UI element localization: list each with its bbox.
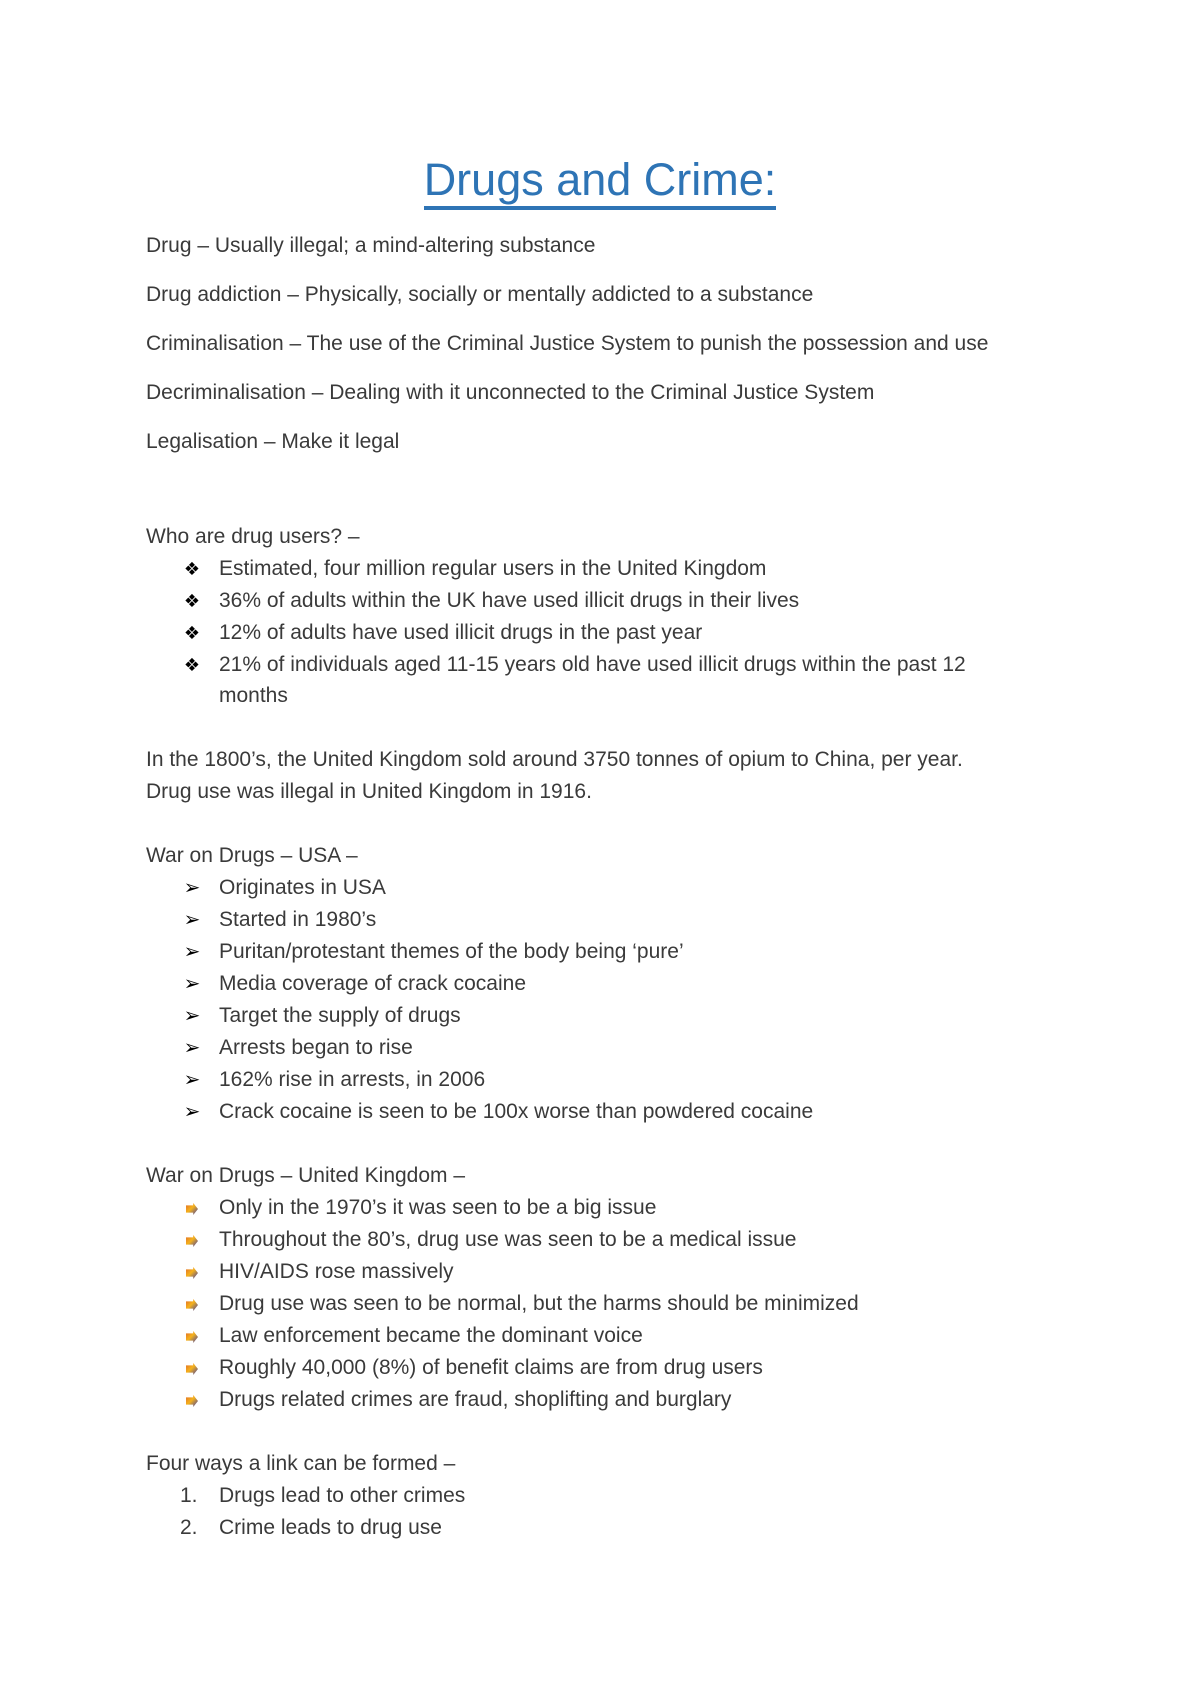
arrow-bullet-icon	[182, 1258, 202, 1286]
uk-item: HIV/AIDS rose massively	[219, 1260, 454, 1283]
uk-item: Only in the 1970’s it was seen to be a big issue	[219, 1196, 657, 1219]
usa-item: Originates in USA	[219, 876, 386, 899]
definition-legalisation: Legalisation – Make it legal	[146, 430, 400, 453]
definition-decriminalisation: Decriminalisation – Dealing with it unconnected to the Criminal Justice System	[146, 381, 875, 404]
usa-item: Target the supply of drugs	[219, 1004, 461, 1027]
arrow-bullet-icon: ➢	[183, 877, 201, 899]
users-item-continued: months	[219, 684, 288, 707]
uk-heading: War on Drugs – United Kingdom –	[146, 1164, 466, 1187]
usa-item: Media coverage of crack cocaine	[219, 972, 526, 995]
links-heading: Four ways a link can be formed –	[146, 1452, 456, 1475]
arrow-bullet-icon: ➢	[183, 1005, 201, 1027]
uk-item: Drug use was seen to be normal, but the harms should be minimized	[219, 1292, 859, 1315]
uk-item: Drugs related crimes are fraud, shoplifting and burglary	[219, 1388, 732, 1411]
users-item: Estimated, four million regular users in the United Kingdom	[219, 557, 767, 580]
diamond-bullet-icon: ❖	[183, 655, 201, 675]
users-item: 21% of individuals aged 11-15 years old have used illicit drugs within the past 12	[219, 653, 966, 676]
links-item: Drugs lead to other crimes	[219, 1484, 466, 1507]
arrow-bullet-icon: ➢	[183, 1037, 201, 1059]
arrow-bullet-icon: ➢	[183, 1101, 201, 1123]
arrow-bullet-icon	[182, 1194, 202, 1222]
diamond-bullet-icon: ❖	[183, 623, 201, 643]
users-item: 12% of adults have used illicit drugs in the past year	[219, 621, 703, 644]
uk-item: Roughly 40,000 (8%) of benefit claims are from drug users	[219, 1356, 763, 1379]
arrow-bullet-icon	[182, 1322, 202, 1350]
links-item: Crime leads to drug use	[219, 1516, 442, 1539]
usa-item: Puritan/protestant themes of the body being ‘pure’	[219, 940, 684, 963]
uk-item: Law enforcement became the dominant voice	[219, 1324, 643, 1347]
arrow-bullet-icon	[182, 1354, 202, 1382]
history-line: Drug use was illegal in United Kingdom in 1916.	[146, 780, 592, 803]
usa-item: 162% rise in arrests, in 2006	[219, 1068, 486, 1091]
arrow-bullet-icon: ➢	[183, 1069, 201, 1091]
arrow-bullet-icon: ➢	[183, 909, 201, 931]
users-item: 36% of adults within the UK have used illicit drugs in their lives	[219, 589, 800, 612]
usa-item: Started in 1980’s	[219, 908, 377, 931]
page-title: Drugs and Crime:	[0, 150, 1200, 210]
arrow-bullet-icon: ➢	[183, 941, 201, 963]
arrow-bullet-icon	[182, 1290, 202, 1318]
list-number: 2.	[180, 1516, 198, 1539]
diamond-bullet-icon: ❖	[183, 591, 201, 611]
definition-criminalisation: Criminalisation – The use of the Criminal Justice System to punish the possession and use	[146, 332, 989, 355]
usa-item: Crack cocaine is seen to be 100x worse than powdered cocaine	[219, 1100, 814, 1123]
usa-heading: War on Drugs – USA –	[146, 844, 358, 867]
users-heading: Who are drug users? –	[146, 525, 360, 548]
arrow-bullet-icon	[182, 1386, 202, 1414]
usa-item: Arrests began to rise	[219, 1036, 413, 1059]
uk-item: Throughout the 80’s, drug use was seen to be a medical issue	[219, 1228, 797, 1251]
diamond-bullet-icon: ❖	[183, 559, 201, 579]
arrow-bullet-icon: ➢	[183, 973, 201, 995]
history-line: In the 1800’s, the United Kingdom sold around 3750 tonnes of opium to China, per year.	[146, 748, 963, 771]
arrow-bullet-icon	[182, 1226, 202, 1254]
definition-drug: Drug – Usually illegal; a mind-altering substance	[146, 234, 596, 257]
list-number: 1.	[180, 1484, 198, 1507]
definition-drug-addiction: Drug addiction – Physically, socially or mentally addicted to a substance	[146, 283, 814, 306]
